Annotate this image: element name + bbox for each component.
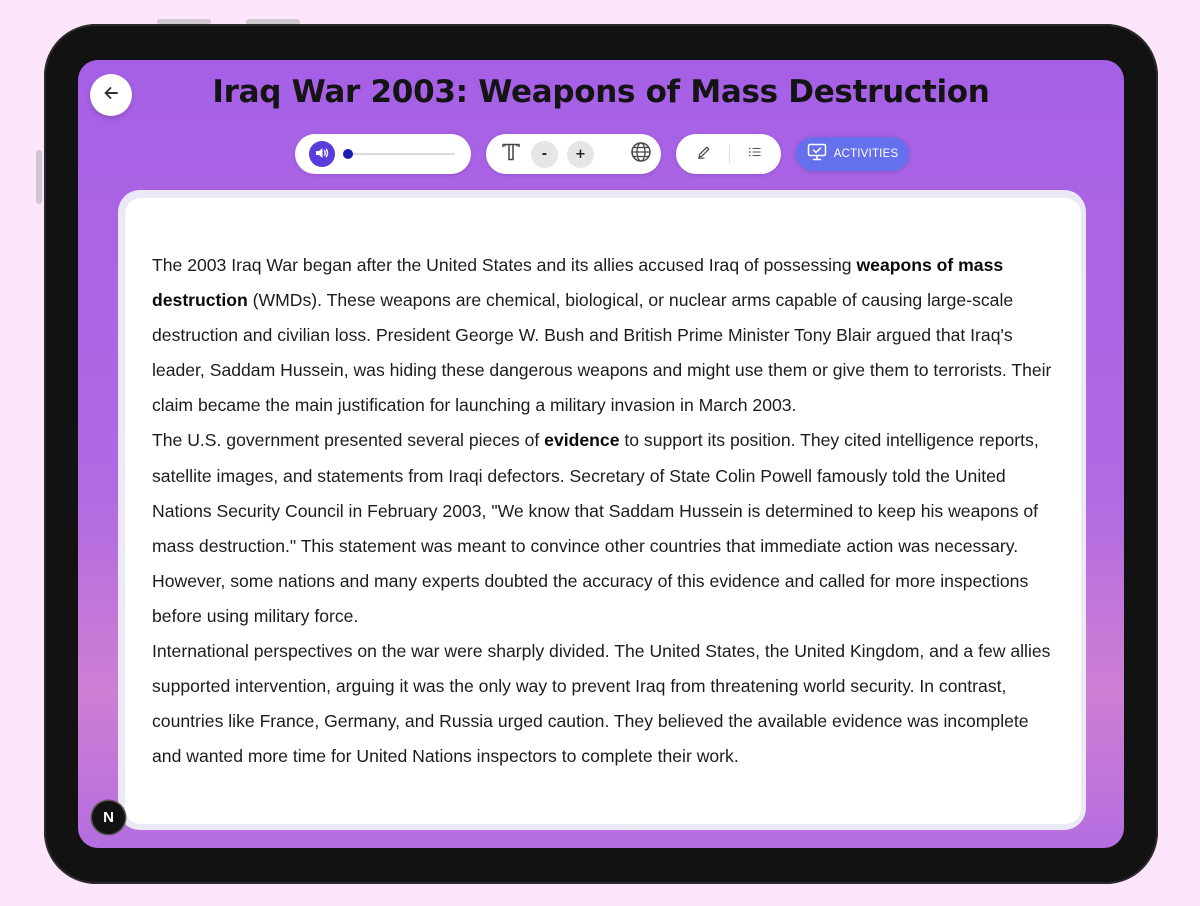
pen-icon bbox=[696, 144, 712, 164]
paragraph bbox=[152, 634, 1062, 774]
tablet-side-button bbox=[36, 150, 42, 204]
text-font-icon bbox=[500, 141, 522, 167]
speaker-icon bbox=[314, 145, 330, 164]
activities-button[interactable] bbox=[796, 137, 909, 171]
list-icon bbox=[747, 144, 763, 164]
n-badge[interactable]: N bbox=[92, 801, 125, 834]
page-title: Iraq War 2003: Weapons of Mass Destruction bbox=[212, 74, 990, 110]
keyword: evidence bbox=[544, 430, 620, 451]
text-run: (WMDs). These weapons are chemical, biological, or nuclear arms capable of causing large-scale destruction and civilian loss. President George W. Bush and British Prime Minister Tony Blair argued that Iraq's leader, Saddam Hussein, was hiding these dangerous weapons and might use them or give them to terrorists. Their claim became the main justification for launching a military invasion in March 2003. bbox=[152, 290, 1052, 416]
audio-progress-track bbox=[343, 153, 455, 155]
article-text bbox=[152, 248, 1062, 774]
text-run: International perspectives on the war were sharply divided. The United States, the United Kingdom, and a few allies supported intervention, arguing it was the only way to prevent Iraq from threatening world security. In contrast, countries like France, Germany, and Russia urged caution. They believed the available evidence was incomplete and wanted more time for United Nations inspectors to complete their work. bbox=[152, 641, 1051, 767]
audio-player bbox=[295, 134, 471, 174]
text-run: The 2003 Iraq War began after the United States and its allies accused Iraq of possessing bbox=[152, 255, 857, 275]
paragraph bbox=[152, 248, 1062, 423]
highlight-button[interactable] bbox=[696, 146, 712, 162]
toolbar-divider bbox=[729, 145, 730, 163]
font-button[interactable] bbox=[500, 143, 522, 165]
audio-progress-slider[interactable] bbox=[343, 147, 455, 161]
decrease-font-button[interactable]: - bbox=[531, 141, 558, 168]
text-settings-group bbox=[486, 134, 661, 174]
text-run: The U.S. government presented several pieces of bbox=[152, 430, 545, 451]
globe-icon bbox=[630, 141, 652, 167]
audio-progress-thumb[interactable] bbox=[343, 149, 353, 159]
play-audio-button[interactable] bbox=[309, 141, 335, 167]
outline-button[interactable] bbox=[747, 146, 763, 162]
annotation-tools-group bbox=[676, 134, 781, 174]
app-screen bbox=[78, 60, 1124, 848]
text-run: to support its position. They cited intelligence reports, satellite images, and statements from Iraqi defectors. Secretary of State Colin Powell famously told the United Nations Security Council in February 2003, "We know that Saddam Hussein is determined to keep his weapons of mass destruction." This statement was meant to convince other countries that immediate action was necessary. However, some nations and many experts doubted the accuracy of this evidence and called for more inspections before using military force. bbox=[152, 430, 1039, 626]
monitor-icon bbox=[807, 143, 827, 165]
reading-card[interactable] bbox=[125, 198, 1081, 824]
language-button[interactable] bbox=[630, 143, 652, 165]
paragraph bbox=[152, 423, 1062, 634]
keyword: weapons of mass destruction bbox=[152, 255, 1004, 311]
activities-label: ACTIVITIES bbox=[833, 148, 899, 160]
increase-font-button[interactable]: + bbox=[567, 141, 594, 168]
